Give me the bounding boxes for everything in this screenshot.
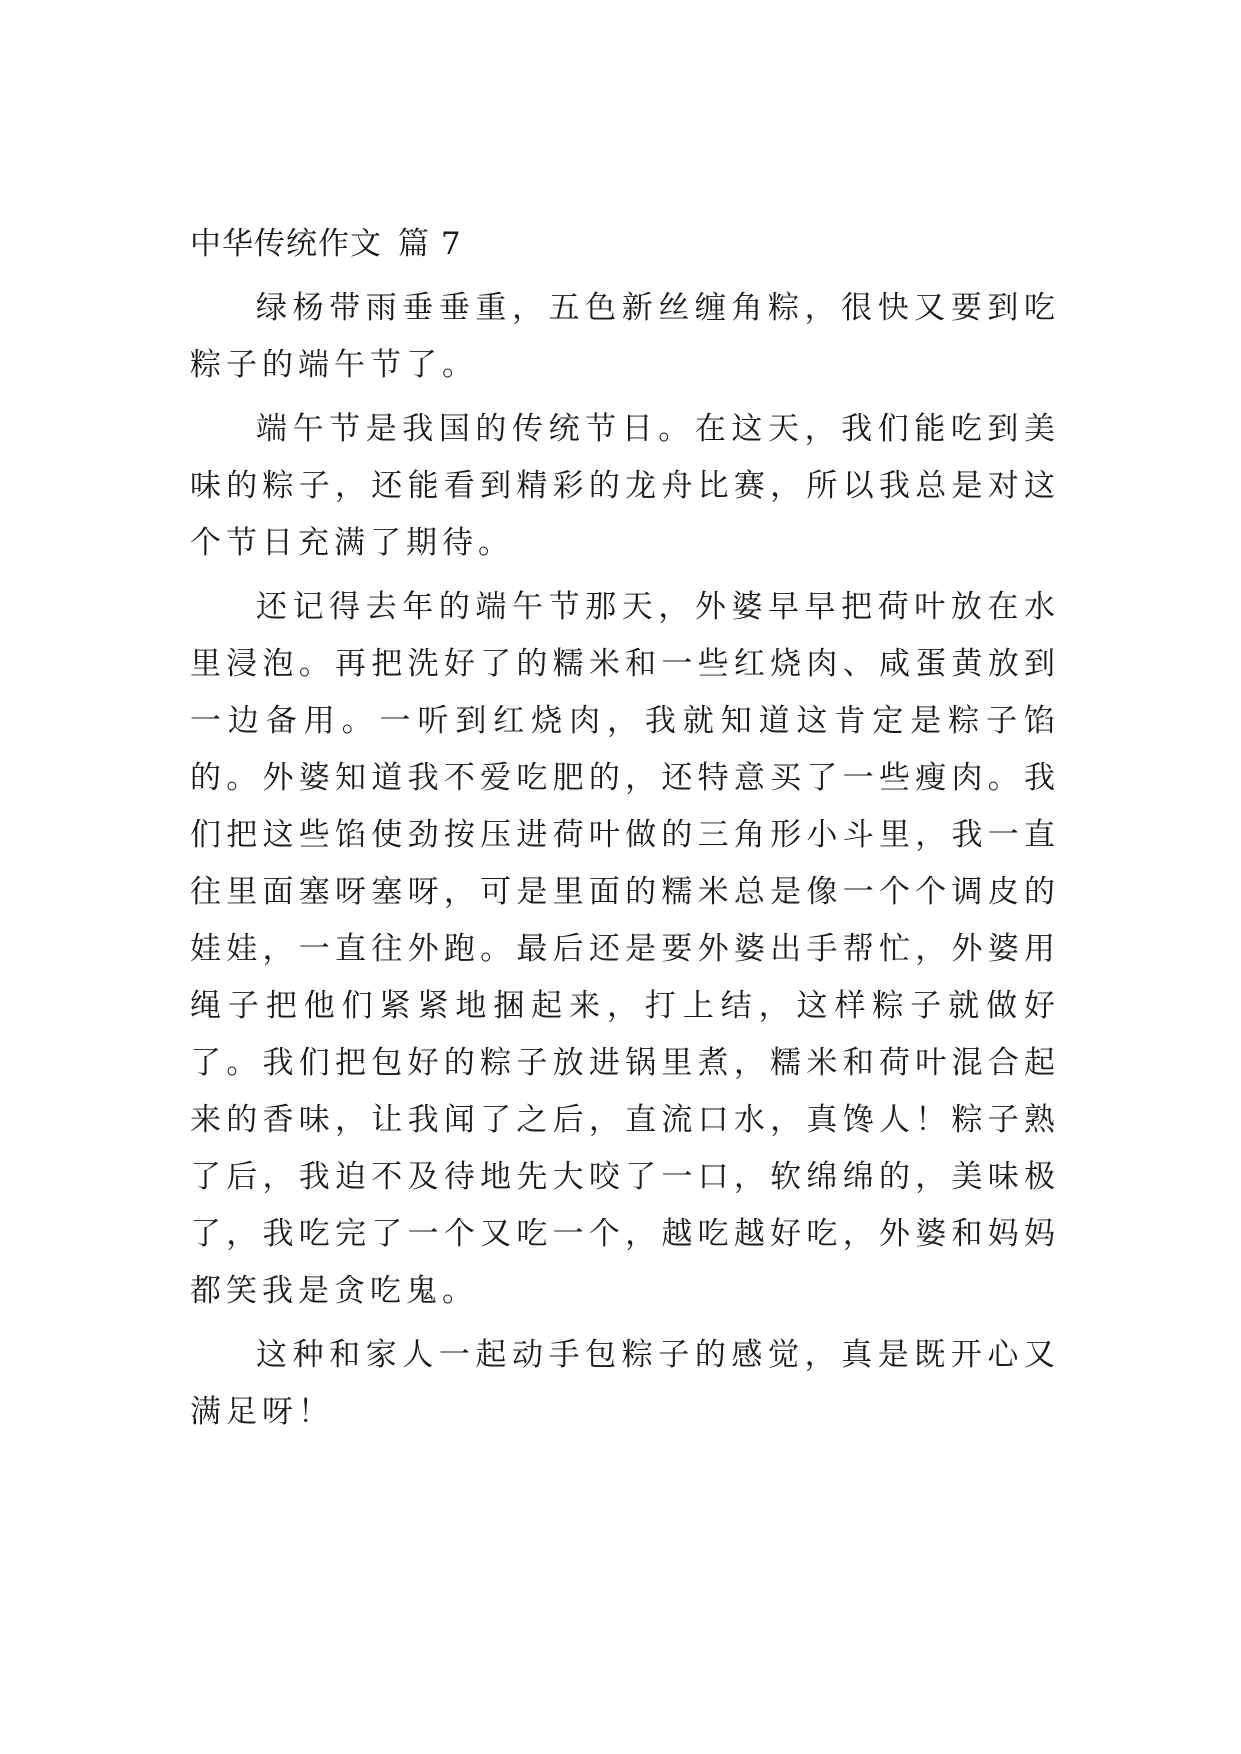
document-title [190,215,1060,273]
paragraph-2: 端午节是我国的传统节日。在这天，我们能吃到美味的粽子，还能看到精彩的龙舟比赛，所以我总是对这个节日充满了期待。 [190,411,1060,561]
paragraph-4: 这种和家人一起动手包粽子的感觉，真是既开心又满足呀！ [190,1337,1060,1430]
document-body [190,215,1060,1441]
section-label: 篇 7 [398,226,462,262]
title-text: 中华传统作文 [190,226,382,262]
paragraph-1: 绿杨带雨垂垂重，五色新丝缠角粽，很快又要到吃粽子的端午节了。 [190,290,1060,383]
paragraph-3: 还记得去年的端午节那天，外婆早早把荷叶放在水里浸泡。再把洗好了的糯米和一些红烧肉、咸蛋黄放到一边备用。一听到红烧肉，我就知道这肯定是粽子馅的。外婆知道我不爱吃肥的，还特意买了一些瘦肉。我们把这些馅使劲按压进荷叶做的三角形小斗里，我一直往里面塞呀塞呀，可是里面的糯米总是像一个个调皮的娃娃，一直往外跑。最后还是要外婆出手帮忙，外婆用绳子把他们紧紧地捆起来，打上结，这样粽子就做好了。我们把包好的粽子放进锅里煮，糯米和荷叶混合起来的香味，让我闻了之后，直流口水，真馋人！粽子熟了后，我迫不及待地先大咬了一口，软绵绵的，美味极了，我吃完了一个又吃一个，越吃越好吃，外婆和妈妈都笑我是贪吃鬼。 [190,589,1060,1309]
